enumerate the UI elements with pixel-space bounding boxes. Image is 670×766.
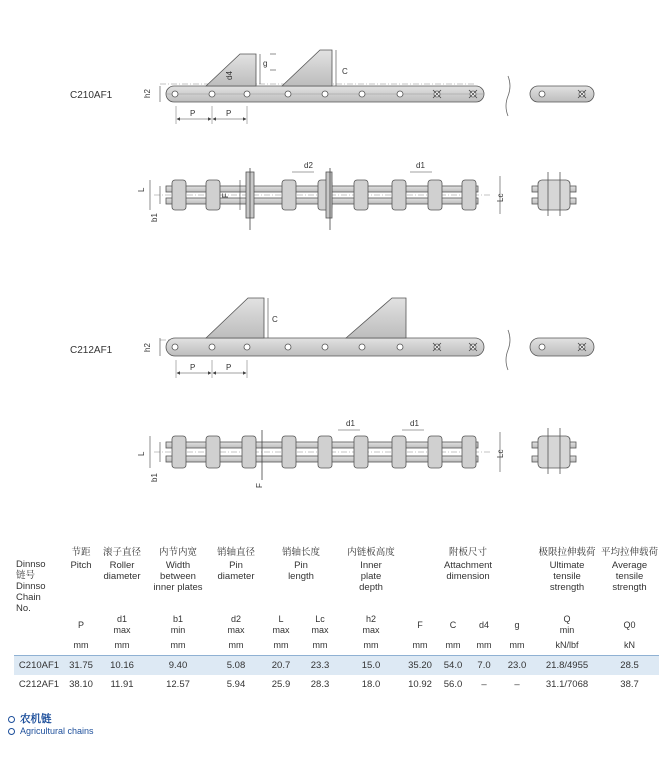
cell-g: –	[500, 675, 534, 694]
sym-b1	[146, 614, 210, 636]
en-header-plate-depth	[340, 560, 402, 614]
sym-h2	[340, 614, 402, 636]
cell-pitch: 38.10	[64, 675, 98, 694]
sym-cell-empty	[14, 614, 64, 636]
en-header-attachment	[402, 560, 534, 614]
sym-d1	[98, 614, 146, 636]
sym-sub: max	[227, 625, 245, 635]
cell-b1: 12.57	[146, 675, 210, 694]
cn-header: 销轴直径	[216, 546, 255, 558]
sym-f: F	[417, 619, 423, 630]
fig2-dim-d1: d1	[416, 161, 425, 170]
footer-cn	[8, 711, 52, 726]
sym-sub: min	[170, 625, 186, 635]
cell-c: 54.0	[438, 656, 468, 676]
unit-cell: mm	[438, 636, 468, 656]
fig3-dim-p2: P	[226, 363, 232, 372]
header-row-cn	[14, 545, 659, 560]
en-header-line: strength	[549, 581, 585, 593]
en-header-line: between	[160, 570, 196, 582]
sym-lc	[300, 614, 340, 636]
cell-q: 21.8/4955	[534, 656, 600, 676]
en-header-line: diameter	[217, 570, 255, 582]
unit-cell: mm	[98, 636, 146, 656]
unit-cell: mm	[300, 636, 340, 656]
unit-cell: mm	[262, 636, 300, 656]
en-header-roller	[98, 560, 146, 614]
fig3-front	[160, 298, 510, 378]
bullet-icon	[8, 728, 15, 735]
en-header-width	[146, 560, 210, 614]
cell-q0: 38.7	[600, 675, 659, 694]
sym-d4: d4	[479, 619, 490, 630]
en-header-line: Ultimate	[549, 559, 585, 571]
fig4-end-view	[532, 428, 576, 474]
bullet-icon	[8, 716, 15, 723]
fig1-dim-h2: h2	[143, 89, 152, 98]
cn-header: 内链板高度	[347, 546, 395, 558]
cn-header: 节距	[71, 546, 91, 558]
en-header-line: Width	[165, 559, 191, 571]
header-row-en	[14, 560, 659, 614]
footer-en	[8, 726, 94, 737]
fig2-dim-d2: d2	[304, 161, 313, 170]
fig4-dim-d1b: d1	[410, 419, 419, 428]
en-header-line: length	[288, 570, 314, 582]
sym-sub: max	[272, 625, 290, 635]
fig1-end-view	[530, 86, 594, 102]
sym-sub: max	[362, 625, 380, 635]
spec-table	[14, 545, 659, 694]
fig1-dim-d4: d4	[225, 71, 234, 80]
no-header-line: No.	[16, 603, 31, 614]
en-header-line: Inner	[360, 559, 382, 571]
en-header-line: Pitch	[70, 559, 92, 571]
en-header-line: tensile	[553, 570, 581, 582]
footer-cn-label: 农机链	[20, 713, 52, 725]
cell-q: 31.1/7068	[534, 675, 600, 694]
en-header-line: plate	[360, 570, 382, 582]
unit-cell: kN/lbf	[534, 636, 600, 656]
fig4-dim-b1: b1	[150, 473, 159, 482]
sym-q0: Q0	[623, 619, 636, 630]
cn-header: 滚子直径	[102, 546, 141, 558]
unit-cell: mm	[146, 636, 210, 656]
header-row-units	[14, 636, 659, 656]
cell-d4: 7.0	[468, 656, 500, 676]
fig4-dim-l: L	[137, 451, 146, 456]
cell-chain-no: C212AF1	[14, 675, 64, 694]
sym-c: C	[449, 619, 457, 630]
model-label-c210af1: C210AF1	[70, 90, 113, 101]
unit-cell: mm	[340, 636, 402, 656]
en-header-line: strength	[612, 581, 647, 593]
sym-l	[262, 614, 300, 636]
unit-cell: mm	[468, 636, 500, 656]
cell-f: 10.92	[402, 675, 438, 694]
fig2-end-view	[532, 172, 576, 216]
cn-header: 极限拉伸载荷	[538, 546, 596, 558]
en-header-line: tensile	[615, 570, 644, 582]
unit-cell-empty	[14, 636, 64, 656]
cell-d4: –	[468, 675, 500, 694]
sym-sub: min	[559, 625, 575, 635]
cell-d1: 10.16	[98, 656, 146, 676]
en-header-line: diameter	[103, 570, 141, 582]
sym-d2	[210, 614, 262, 636]
en-header-average	[600, 560, 659, 614]
en-header-line: Average	[611, 559, 648, 571]
cell-h2: 15.0	[340, 656, 402, 676]
cell-pitch: 31.75	[64, 656, 98, 676]
unit-cell: kN	[600, 636, 659, 656]
cell-d2: 5.08	[210, 656, 262, 676]
fig3-dim-c: C	[272, 315, 278, 324]
en-header-line: dimension	[446, 570, 490, 582]
cell-d2: 5.94	[210, 675, 262, 694]
en-header-line: Attachment	[443, 559, 493, 571]
fig1-dim-p2: P	[226, 109, 232, 118]
sym-p: P	[77, 619, 84, 630]
sym-text: L	[278, 614, 284, 624]
no-header-line: Chain	[16, 592, 41, 603]
cell-l: 25.9	[262, 675, 300, 694]
model-label-c212af1: C212AF1	[70, 345, 113, 356]
table-row	[14, 656, 659, 676]
sym-text: Q	[563, 614, 571, 624]
table-row	[14, 675, 659, 694]
cell-q0: 28.5	[600, 656, 659, 676]
en-header-ultimate	[534, 560, 600, 614]
unit-cell: mm	[64, 636, 98, 656]
no-header-line: 链号	[16, 570, 36, 581]
cell-d1: 11.91	[98, 675, 146, 694]
sym-text: h2	[366, 614, 377, 624]
fig4-dim-f: F	[255, 483, 264, 488]
fig4-dim-d1a: d1	[346, 419, 355, 428]
sym-text: Lc	[315, 614, 325, 624]
fig3-dim-p1: P	[190, 363, 196, 372]
fig3-dim-h2: h2	[143, 343, 152, 352]
cn-header: 销轴长度	[282, 546, 321, 558]
sym-text: d1	[116, 614, 127, 624]
fig4-side	[150, 430, 500, 480]
sym-g: g	[514, 619, 520, 630]
header-row-symbols	[14, 614, 659, 636]
no-header-line: Dinnso	[16, 581, 46, 592]
unit-cell: mm	[402, 636, 438, 656]
en-header-pin-length	[262, 560, 340, 614]
cell-f: 35.20	[402, 656, 438, 676]
en-header-line: depth	[359, 581, 383, 593]
cn-header: 附板尺寸	[449, 546, 488, 558]
en-header-line: Pin	[294, 559, 308, 571]
fig2-side	[150, 168, 500, 230]
fig1-dim-p1: P	[190, 109, 196, 118]
sym-text: b1	[172, 614, 183, 624]
fig1-front	[160, 50, 510, 124]
fig2-dim-lc: Lc	[496, 193, 505, 202]
sym-sub: max	[311, 625, 329, 635]
cn-header: 平均拉伸载荷	[601, 546, 659, 558]
fig1-dim-c: C	[342, 67, 348, 76]
cell-l: 20.7	[262, 656, 300, 676]
sym-text: d2	[230, 614, 241, 624]
cell-g: 23.0	[500, 656, 534, 676]
sym-sub: max	[113, 625, 131, 635]
chain-no-header	[14, 545, 64, 614]
fig2-dim-l: L	[137, 187, 146, 192]
sym-q	[534, 614, 600, 636]
cell-c: 56.0	[438, 675, 468, 694]
fig2-dim-b1: b1	[150, 213, 159, 222]
cell-b1: 9.40	[146, 656, 210, 676]
fig3-end-view	[530, 338, 594, 356]
fig1-dim-g: g	[263, 59, 268, 68]
unit-cell: mm	[500, 636, 534, 656]
cell-lc: 28.3	[300, 675, 340, 694]
fig2-dim-f: F	[221, 193, 230, 198]
cell-lc: 23.3	[300, 656, 340, 676]
unit-cell: mm	[210, 636, 262, 656]
cn-header: 内节内宽	[158, 546, 197, 558]
no-header-line: Dinnso	[16, 559, 46, 570]
en-header-line: Pin	[229, 559, 243, 571]
en-header-line: inner plates	[153, 581, 203, 593]
footer-en-label: Agricultural chains	[20, 726, 94, 736]
cell-chain-no: C210AF1	[14, 656, 64, 676]
cell-h2: 18.0	[340, 675, 402, 694]
en-header-pin-diameter	[210, 560, 262, 614]
fig4-dim-lc: Lc	[496, 449, 505, 458]
en-header-line: Roller	[109, 559, 135, 571]
en-header-pitch	[64, 560, 98, 614]
